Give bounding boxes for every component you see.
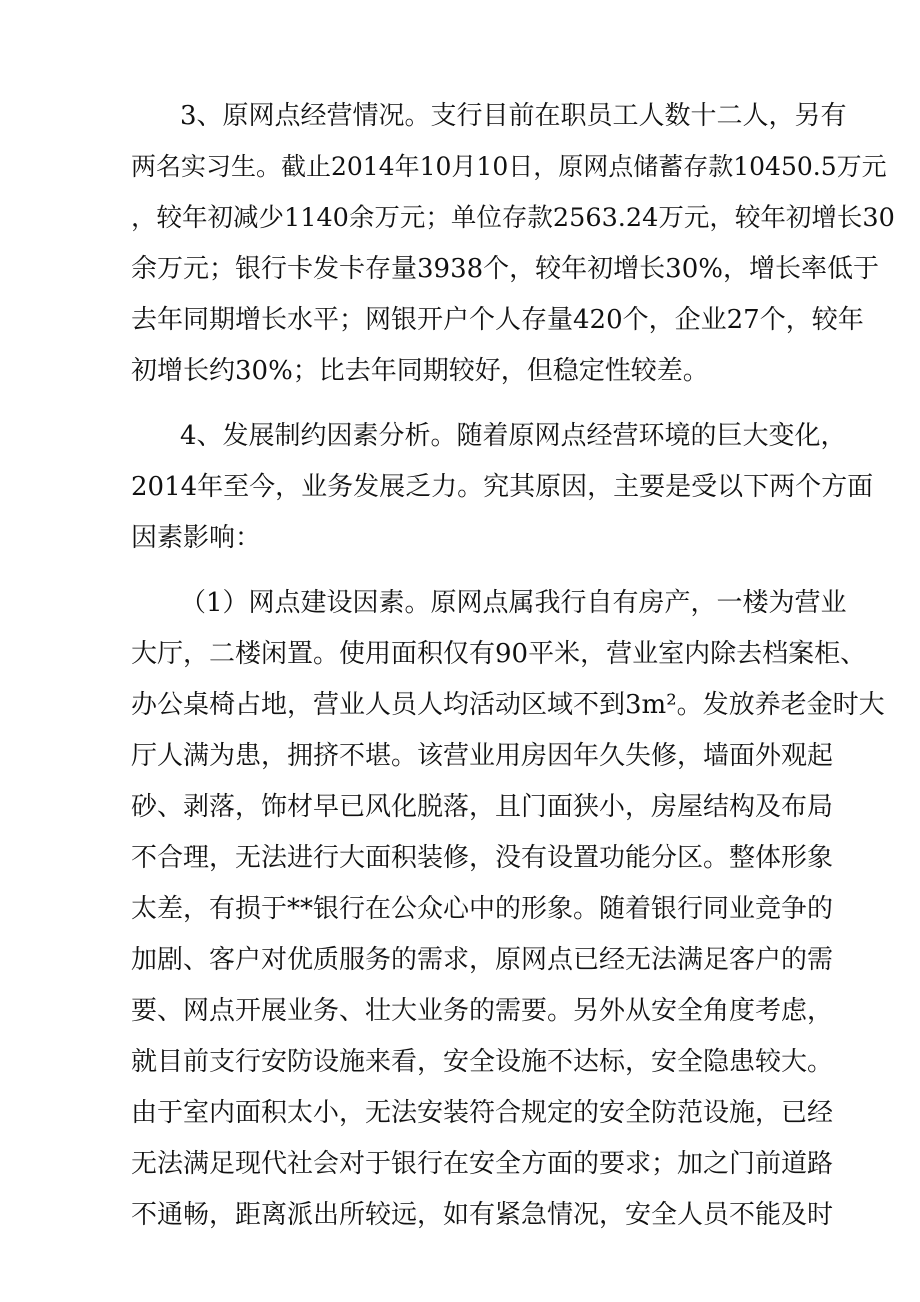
text-line: 去年同期增长水平；网银开户个人存量420个，企业27个，较年 xyxy=(131,305,864,335)
text-line: 无法满足现代社会对于银行在安全方面的要求；加之门前道路 xyxy=(131,1149,834,1179)
text-line: 由于室内面积太小，无法安装符合规定的安全防范设施，已经 xyxy=(131,1098,834,1128)
text-line: 2014年至今，业务发展乏力。究其原因，主要是受以下两个方面 xyxy=(131,472,874,502)
text-line: 3、原网点经营情况。支行目前在职员工人数十二人，另有 xyxy=(180,101,847,131)
text-line: 初增长约30%；比去年同期较好，但稳定性较差。 xyxy=(131,356,709,386)
text-line: 不通畅，距离派出所较远，如有紧急情况，安全人员不能及时 xyxy=(131,1200,834,1230)
text-line: 要、网点开展业务、壮大业务的需要。另外从安全角度考虑， xyxy=(131,996,834,1026)
text-line: 不合理，无法进行大面积装修，没有设置功能分区。整体形象 xyxy=(131,843,834,873)
text-line: 加剧、客户对优质服务的需求，原网点已经无法满足客户的需 xyxy=(131,945,834,975)
text-line: 就目前支行安防设施来看，安全设施不达标，安全隐患较大。 xyxy=(131,1047,834,1077)
text-line: 因素影响： xyxy=(131,523,262,553)
text-line: 砂、剥落，饰材早已风化脱落，且门面狭小，房屋结构及布局 xyxy=(131,792,834,822)
text-line: 办公桌椅占地，营业人员人均活动区域不到3m²。发放养老金时大 xyxy=(131,690,885,720)
text-line: ，较年初减少1140余万元；单位存款2563.24万元，较年初增长30 xyxy=(131,203,895,233)
text-line: 4、发展制约因素分析。随着原网点经营环境的巨大变化， xyxy=(180,421,847,451)
text-line: （1）网点建设因素。原网点属我行自有房产，一楼为营业 xyxy=(180,588,847,618)
text-line: 大厅，二楼闲置。使用面积仅有90平米，营业室内除去档案柜、 xyxy=(131,639,867,669)
text-line: 厅人满为患，拥挤不堪。该营业用房因年久失修，墙面外观起 xyxy=(131,741,834,771)
text-line: 余万元；银行卡发卡存量3938个，较年初增长30%，增长率低于 xyxy=(131,254,879,284)
text-line: 两名实习生。截止2014年10月10日，原网点储蓄存款10450.5万元 xyxy=(131,152,887,181)
text-line: 太差，有损于**银行在公众心中的形象。随着银行同业竞争的 xyxy=(131,894,834,924)
